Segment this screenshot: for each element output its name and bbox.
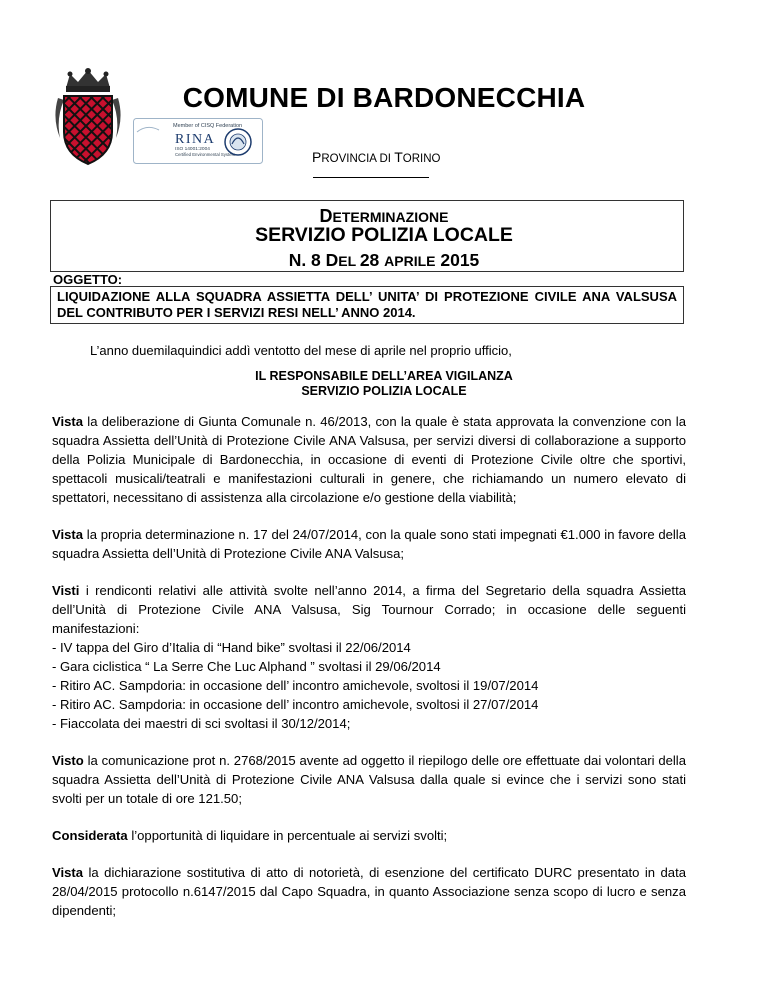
list-item: - Ritiro AC. Sampdoria: in occasione dell’ incontro amichevole, svoltosi il 27/07/2014 (52, 697, 539, 712)
rina-member-text: Member of CISQ Federation (173, 123, 243, 129)
responsabile-heading: IL RESPONSABILE DELL’AREA VIGILANZA SERVIZIO POLIZIA LOCALE (255, 369, 513, 398)
oggetto-label: OGGETTO: (53, 272, 123, 287)
oggetto-text: LIQUIDAZIONE ALLA SQUADRA ASSIETTA DELL’ UNITA’ DI PROTEZIONE CIVILE ANA VALSUSA DEL CONTRIBUTO PER I SERVIZI RESI NELL’ ANNO 2014. (50, 286, 684, 324)
list-item: - Gara ciclistica “ La Serre Che Luc Alphand ” svoltasi il 29/06/2014 (52, 659, 441, 674)
document-body (52, 412, 686, 938)
page-title: COMUNE DI BARDONECCHIA (182, 82, 586, 113)
determinazione-number: N. 8 DEL 28 APRILE 2015 (288, 250, 480, 270)
paragraph-vista-3: Vista la dichiarazione sostitutiva di atto di notorietà, di esenzione del certificato DURC presentato in data 28/04/2015 protocollo n.6147/2015 dal Capo Squadra, in quanto Associazione senza scopo di lucro e senza dipendenti; (52, 865, 686, 918)
province-label: PROVINCIA DI TORINO (312, 149, 441, 165)
paragraph-vista-1: Vista la deliberazione di Giunta Comunale n. 46/2013, con la quale è stata approvata la convenzione con la squadra Assietta dell’Unità di Protezione Civile ANA Valsusa, per servizi diversi di collaborazione a supporto della Polizia Municipale di Bardonecchia, in occasione di eventi di Protezione Civile oltre che sportivi, spettacoli musicali/teatrali e manifestazioni culturali in genere, che richiamando un numero elevato di spettatori, necessitano di assistenza alla circolazione e/o gestione della viabilità; (52, 414, 686, 505)
list-item: - Ritiro AC. Sampdoria: in occasione dell’ incontro amichevole, svoltosi il 19/07/2014 (52, 678, 539, 693)
paragraph-vista-2: Vista la propria determinazione n. 17 del 24/07/2014, con la quale sono stati impegnati €1.000 in favore della squadra Assietta dell’Unità di Protezione Civile ANA Valsusa; (52, 527, 686, 561)
list-item: - Fiaccolata dei maestri di sci svoltasi il 30/12/2014; (52, 716, 351, 731)
determinazione-label: DETERMINAZIONE (319, 206, 449, 226)
service-name: SERVIZIO POLIZIA LOCALE (255, 224, 513, 246)
rina-iso-text: ISO 14001:2004 (175, 147, 210, 152)
rina-system-text: Certified Environmental System (175, 152, 236, 157)
paragraph-visto: Visto la comunicazione prot n. 2768/2015 avente ad oggetto il riepilogo delle ore effettuate dai volontari della squadra Assietta dell’Unità di Protezione Civile ANA Valsusa dalla quale si evince che i servizi sono stati svolti per un totale di ore 121.50; (52, 753, 686, 806)
paragraph-visti: Visti i rendiconti relativi alle attività svolte nell’anno 2014, a firma del Segretario della squadra Assietta dell’Unità di Protezione Civile ANA Valsusa, Sig Tournour Corrado; in occasione delle seguenti manifestazioni: - IV tappa del Giro d’Italia di “Hand bike” svoltasi il 22/06/2014 - Gara ciclistica “ La Serre Che Luc Alphand ” svoltasi il 29/06/2014 - Ritiro AC. Sampdoria: in occasione dell’ incontro amichevole, svoltosi il 19/07/2014 - Ritiro AC. Sampdoria: in occasione dell’ incontro amichevole, svoltosi il 27/07/2014 - Fiaccolata dei maestri di sci svoltasi il 30/12/2014; (52, 583, 686, 731)
province-underline (313, 177, 429, 178)
intro-text: L’anno duemilaquindici addì ventotto del mese di aprile nel proprio ufficio, (90, 343, 512, 358)
rina-certification-logo (133, 118, 263, 164)
rina-name-text: RINA (175, 132, 216, 147)
list-item: - IV tappa del Giro d’Italia di “Hand bike” svoltasi il 22/06/2014 (52, 640, 411, 655)
paragraph-considerata: Considerata l’opportunità di liquidare in percentuale ai servizi svolti; (52, 828, 448, 843)
